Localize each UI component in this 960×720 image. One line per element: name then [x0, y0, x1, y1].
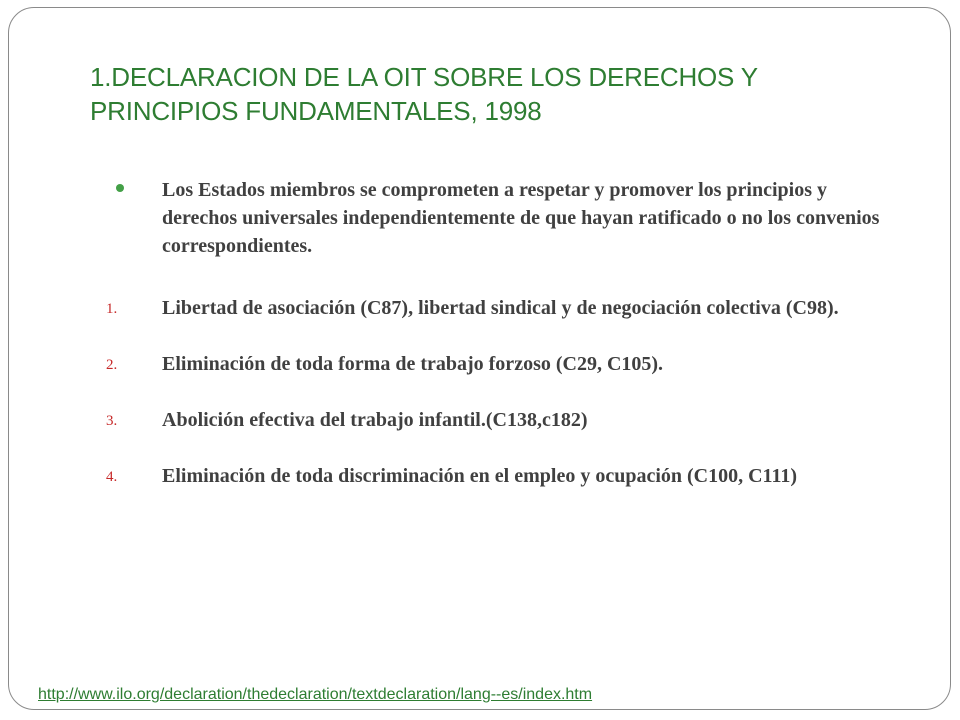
intro-bullet-item: [100, 176, 880, 260]
intro-text: Los Estados miembros se comprometen a respetar y promover los principios y derechos universales independientemente de que hayan ratificado o no los convenios correspondientes.: [162, 179, 880, 257]
list-number: 1.: [106, 301, 118, 317]
list-item-text: Abolición efectiva del trabajo infantil.(C138,c182): [162, 409, 588, 431]
list-item: [100, 350, 880, 378]
list-item-text: Eliminación de toda forma de trabajo forzoso (C29, C105).: [162, 353, 664, 375]
list-item-text: Libertad de asociación (C87), libertad sindical y de negociación colectiva (C98).: [162, 297, 839, 319]
bullet-dot-icon: [116, 184, 124, 192]
list-item: [100, 294, 880, 322]
slide-content: [100, 176, 880, 490]
list-item-text: Eliminación de toda discriminación en el empleo y ocupación (C100, C111): [162, 465, 798, 487]
list-item: [100, 462, 880, 490]
list-number: 3.: [106, 413, 118, 429]
list-item: [100, 406, 880, 434]
list-number: 2.: [106, 357, 118, 373]
slide-title: 1.DECLARACION DE LA OIT SOBRE LOS DERECHOS Y PRINCIPIOS FUNDAMENTALES, 1998: [90, 62, 758, 126]
source-link[interactable]: http://www.ilo.org/declaration/thedeclaration/textdeclaration/lang--es/index.htm: [38, 686, 593, 703]
list-number: 4.: [106, 469, 118, 485]
